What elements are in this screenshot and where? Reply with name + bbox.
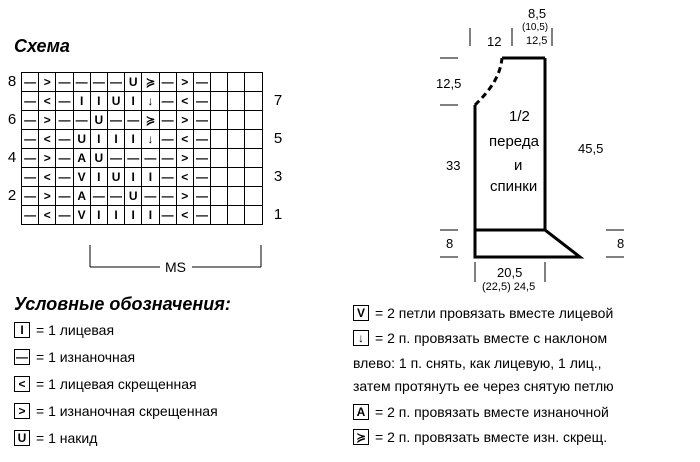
legend-text: = 1 лицевая скрещенная — [36, 376, 197, 392]
legend-text: = 2 петли провязать вместе лицевой — [375, 305, 614, 321]
chart-cell: — — [194, 206, 211, 225]
chart-cell: — — [56, 73, 73, 92]
legend-item — [14, 349, 135, 365]
chart-cell: — — [160, 206, 177, 225]
chart-cell — [228, 168, 245, 187]
row-number-8: 8 — [7, 73, 17, 90]
legend-symbol-icon: I — [14, 322, 30, 338]
bottom-width-sub: (22,5) 24,5 — [482, 281, 536, 293]
legend-right-item — [353, 355, 602, 371]
chart-cell: — — [194, 149, 211, 168]
chart-cell: — — [194, 92, 211, 111]
chart-cell: > — [177, 187, 194, 206]
legend-item — [14, 376, 197, 392]
legend-symbol-icon: U — [14, 430, 30, 446]
chart-cell: — — [125, 111, 142, 130]
piece-label-2: переда — [489, 133, 539, 150]
legend-right-item — [353, 404, 609, 420]
chart-cell: ≽ — [142, 73, 159, 92]
row-number-5: 5 — [273, 130, 283, 147]
piece-label-4: спинки — [490, 178, 538, 195]
chart-cell: < — [177, 168, 194, 187]
chart-cell: U — [125, 73, 142, 92]
chart-cell: — — [160, 130, 177, 149]
chart-cell: < — [177, 92, 194, 111]
legend-item — [14, 322, 114, 338]
chart-cell: — — [160, 92, 177, 111]
chart-cell: I — [125, 130, 142, 149]
chart-cell: — — [160, 111, 177, 130]
chart-cell: I — [91, 130, 108, 149]
chart-cell — [245, 149, 262, 168]
legend-symbol-icon: — — [16, 350, 28, 364]
chart-cell: I — [125, 206, 142, 225]
legend-symbol-icon: ↓ — [353, 330, 369, 346]
chart-cell: A — [74, 149, 91, 168]
chart-cell: > — [177, 149, 194, 168]
legend-right-item — [353, 330, 607, 346]
legend-text: = 2 п. провязать вместе изнаночной — [375, 404, 609, 420]
chart-cell: U — [91, 149, 108, 168]
legend-text: = 1 изнаночная скрещенная — [36, 403, 218, 419]
chart-cell: ≽ — [142, 111, 159, 130]
chart-cell: — — [22, 206, 39, 225]
top-width-left: 12 — [487, 34, 502, 49]
chart-cell: < — [39, 206, 56, 225]
row-number-2: 2 — [7, 187, 17, 204]
chart-cell: — — [22, 168, 39, 187]
chart-cell: I — [142, 206, 159, 225]
chart-cell: — — [194, 168, 211, 187]
chart-cell: — — [142, 187, 159, 206]
chart-cell: < — [39, 130, 56, 149]
top-width-right-sub1: (10,5) — [522, 22, 549, 33]
chart-cell: V — [74, 168, 91, 187]
legend-text: = 1 накид — [36, 430, 98, 446]
hem-left: 8 — [446, 236, 454, 251]
chart-cell — [211, 92, 228, 111]
chart-cell: — — [56, 92, 73, 111]
chart-cell: I — [108, 130, 125, 149]
legend-symbol-icon: < — [14, 376, 30, 392]
top-width-right-sub2: 12,5 — [526, 35, 548, 47]
chart-cell: — — [160, 168, 177, 187]
legend-item — [14, 430, 97, 446]
hem-right: 8 — [617, 236, 625, 251]
chart-cell: — — [160, 73, 177, 92]
legend-text: = 2 п. провязать вместе изн. скрещ. — [375, 429, 608, 445]
chart-cell: — — [91, 73, 108, 92]
stitch-chart-grid — [21, 72, 263, 225]
chart-cell: I — [142, 168, 159, 187]
chart-cell: — — [74, 111, 91, 130]
chart-cell — [245, 130, 262, 149]
chart-cell — [211, 206, 228, 225]
chart-cell: — — [56, 206, 73, 225]
legend-text: затем протянуть ее через снятую петлю — [353, 378, 614, 394]
chart-cell: — — [108, 187, 125, 206]
chart-cell — [211, 168, 228, 187]
chart-cell: U — [74, 130, 91, 149]
chart-cell: > — [177, 111, 194, 130]
chart-cell: — — [160, 149, 177, 168]
chart-cell — [228, 149, 245, 168]
piece-label-1: 1/2 — [509, 108, 530, 125]
rapport-label: MS — [165, 259, 186, 275]
chart-cell — [245, 206, 262, 225]
armhole-depth: 12,5 — [436, 76, 462, 91]
chart-cell: — — [56, 168, 73, 187]
legend-symbol-icon: > — [14, 403, 30, 419]
chart-cell — [245, 92, 262, 111]
chart-cell: — — [22, 149, 39, 168]
row-number-1: 1 — [273, 206, 283, 223]
legend-title: Условные обозначения: — [14, 294, 231, 314]
chart-cell: ↓ — [142, 130, 159, 149]
legend-symbol-icon: A — [353, 404, 369, 420]
chart-cell: — — [56, 149, 73, 168]
chart-cell: U — [108, 168, 125, 187]
chart-cell: — — [142, 149, 159, 168]
legend-text: = 2 п. провязать вместе с наклоном — [375, 330, 608, 346]
chart-cell — [228, 206, 245, 225]
chart-cell: > — [39, 149, 56, 168]
chart-cell: — — [56, 187, 73, 206]
row-number-7: 7 — [273, 92, 283, 109]
chart-cell — [245, 187, 262, 206]
chart-cell: ↓ — [142, 92, 159, 111]
chart-cell: I — [91, 206, 108, 225]
legend-text: = 1 лицевая — [36, 322, 115, 338]
chart-cell — [211, 130, 228, 149]
chart-cell: I — [91, 92, 108, 111]
row-number-4: 4 — [7, 149, 17, 166]
chart-cell: < — [39, 92, 56, 111]
chart-cell — [245, 111, 262, 130]
garment-schematic — [410, 0, 700, 300]
chart-cell: > — [177, 73, 194, 92]
top-width-right: 8,5 — [528, 6, 547, 21]
chart-cell — [211, 187, 228, 206]
chart-cell — [228, 92, 245, 111]
legend-symbol-icon: V — [353, 305, 369, 321]
legend-right-item — [353, 305, 613, 321]
chart-cell — [211, 149, 228, 168]
chart-cell: — — [22, 130, 39, 149]
chart-cell: — — [108, 73, 125, 92]
chart-cell — [228, 111, 245, 130]
chart-cell: U — [91, 111, 108, 130]
chart-cell: > — [39, 73, 56, 92]
row-number-6: 6 — [7, 111, 17, 128]
chart-cell — [228, 130, 245, 149]
row-number-3: 3 — [273, 168, 283, 185]
chart-cell: — — [108, 111, 125, 130]
bottom-width: 20,5 — [497, 265, 523, 280]
chart-cell — [245, 168, 262, 187]
chart-cell: V — [74, 206, 91, 225]
chart-cell: I — [74, 92, 91, 111]
chart-cell: — — [194, 73, 211, 92]
chart-cell: — — [160, 187, 177, 206]
chart-cell: I — [108, 206, 125, 225]
chart-cell: U — [125, 187, 142, 206]
piece-label-3: и — [514, 157, 523, 174]
legend-text: = 1 изнаночная — [36, 349, 136, 365]
total-height: 45,5 — [578, 141, 604, 156]
chart-cell — [245, 73, 262, 92]
chart-cell: — — [194, 130, 211, 149]
chart-cell: — — [56, 111, 73, 130]
chart-cell: — — [22, 73, 39, 92]
chart-cell: — — [22, 111, 39, 130]
chart-cell: > — [39, 187, 56, 206]
chart-cell — [211, 111, 228, 130]
chart-cell: < — [177, 130, 194, 149]
chart-cell: < — [39, 168, 56, 187]
chart-cell: — — [22, 187, 39, 206]
body-height: 33 — [446, 158, 461, 173]
chart-cell: U — [108, 92, 125, 111]
chart-cell: I — [91, 168, 108, 187]
chart-title: Схема — [14, 36, 70, 56]
chart-cell: — — [194, 187, 211, 206]
chart-cell: I — [125, 92, 142, 111]
chart-cell: I — [125, 168, 142, 187]
chart-cell: — — [108, 149, 125, 168]
chart-cell — [228, 73, 245, 92]
legend-right-item — [353, 378, 614, 394]
chart-cell: — — [22, 92, 39, 111]
chart-cell: — — [91, 187, 108, 206]
legend-text: влево: 1 п. снять, как лицевую, 1 лиц., — [353, 355, 602, 371]
legend-item — [14, 403, 218, 419]
chart-cell: — — [125, 149, 142, 168]
chart-cell: A — [74, 187, 91, 206]
legend-symbol-icon: ≽ — [353, 429, 369, 445]
chart-cell — [228, 187, 245, 206]
chart-cell — [211, 73, 228, 92]
chart-cell: — — [56, 130, 73, 149]
chart-cell: < — [177, 206, 194, 225]
chart-cell: — — [194, 111, 211, 130]
chart-cell: > — [39, 111, 56, 130]
chart-cell: — — [74, 73, 91, 92]
legend-right-item — [353, 429, 607, 445]
